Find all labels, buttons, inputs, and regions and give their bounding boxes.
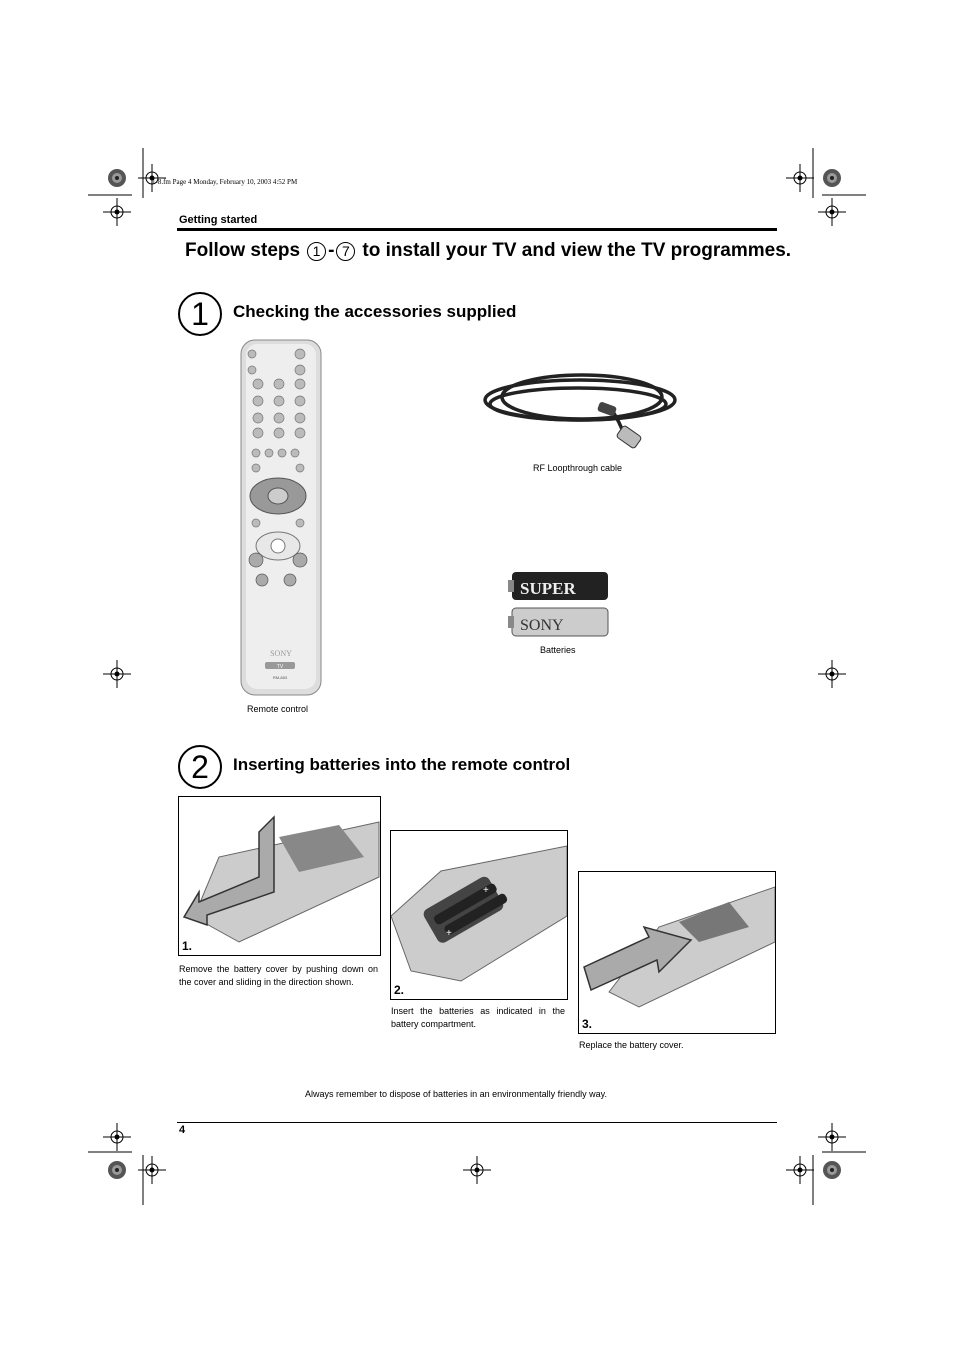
replace-cover-image (579, 872, 775, 1033)
panel-1-description: Remove the battery cover by pushing down on the cover and sliding in the direction shown. (179, 964, 378, 987)
batteries-image (506, 568, 612, 643)
rf-cable-caption: RF Loopthrough cable (533, 463, 623, 473)
panel-2-description: Insert the batteries as indicated in the battery compartment. (391, 1006, 565, 1029)
panel-1-number: 1. (182, 939, 193, 953)
step-2-title: Inserting batteries into the remote control (233, 755, 571, 774)
page-headline (185, 240, 791, 262)
remote-badge-text: TV (276, 664, 284, 670)
panel-2-number: 2. (394, 983, 405, 997)
step-2-circle: 2 (178, 745, 222, 789)
remote-model-text: RM-883 (272, 675, 288, 680)
battery-bottom-label: SONY (520, 617, 564, 634)
remote-control-caption: Remote control (247, 704, 309, 714)
panel-3-number: 3. (582, 1017, 593, 1031)
svg-text:+: + (483, 885, 489, 896)
section-label: Getting started (179, 214, 258, 226)
battery-top-label: SUPER (520, 579, 576, 598)
headline-dash: - (328, 240, 335, 261)
step-panel-2 (390, 830, 568, 1000)
step-from-badge: 1 (307, 242, 326, 261)
headline-before: Follow steps (185, 240, 301, 261)
remote-brand-text: SONY (270, 649, 292, 658)
disposal-note: Always remember to dispose of batteries in an environmentally friendly way. (305, 1089, 607, 1099)
step-panel-3 (578, 871, 776, 1034)
remote-control-image (238, 338, 324, 698)
headline-after: to install your TV and view the TV programmes. (362, 240, 792, 261)
remove-cover-image (179, 797, 380, 955)
step-to-badge: 7 (336, 242, 355, 261)
footer-rule (177, 1122, 777, 1123)
batteries-caption: Batteries (540, 645, 576, 655)
insert-batteries-image (391, 831, 567, 999)
print-metadata: 1-8.fm Page 4 Monday, February 10, 2003 4:52 PM (152, 178, 298, 186)
panel-3-description: Replace the battery cover. (579, 1040, 684, 1050)
step-1-circle: 1 (178, 292, 222, 336)
header-rule (177, 228, 777, 231)
step-1-title: Checking the accessories supplied (233, 302, 517, 321)
rf-cable-image (480, 362, 680, 457)
step-panel-1 (178, 796, 381, 956)
svg-text:+: + (446, 928, 452, 939)
page-number: 4 (179, 1124, 186, 1136)
